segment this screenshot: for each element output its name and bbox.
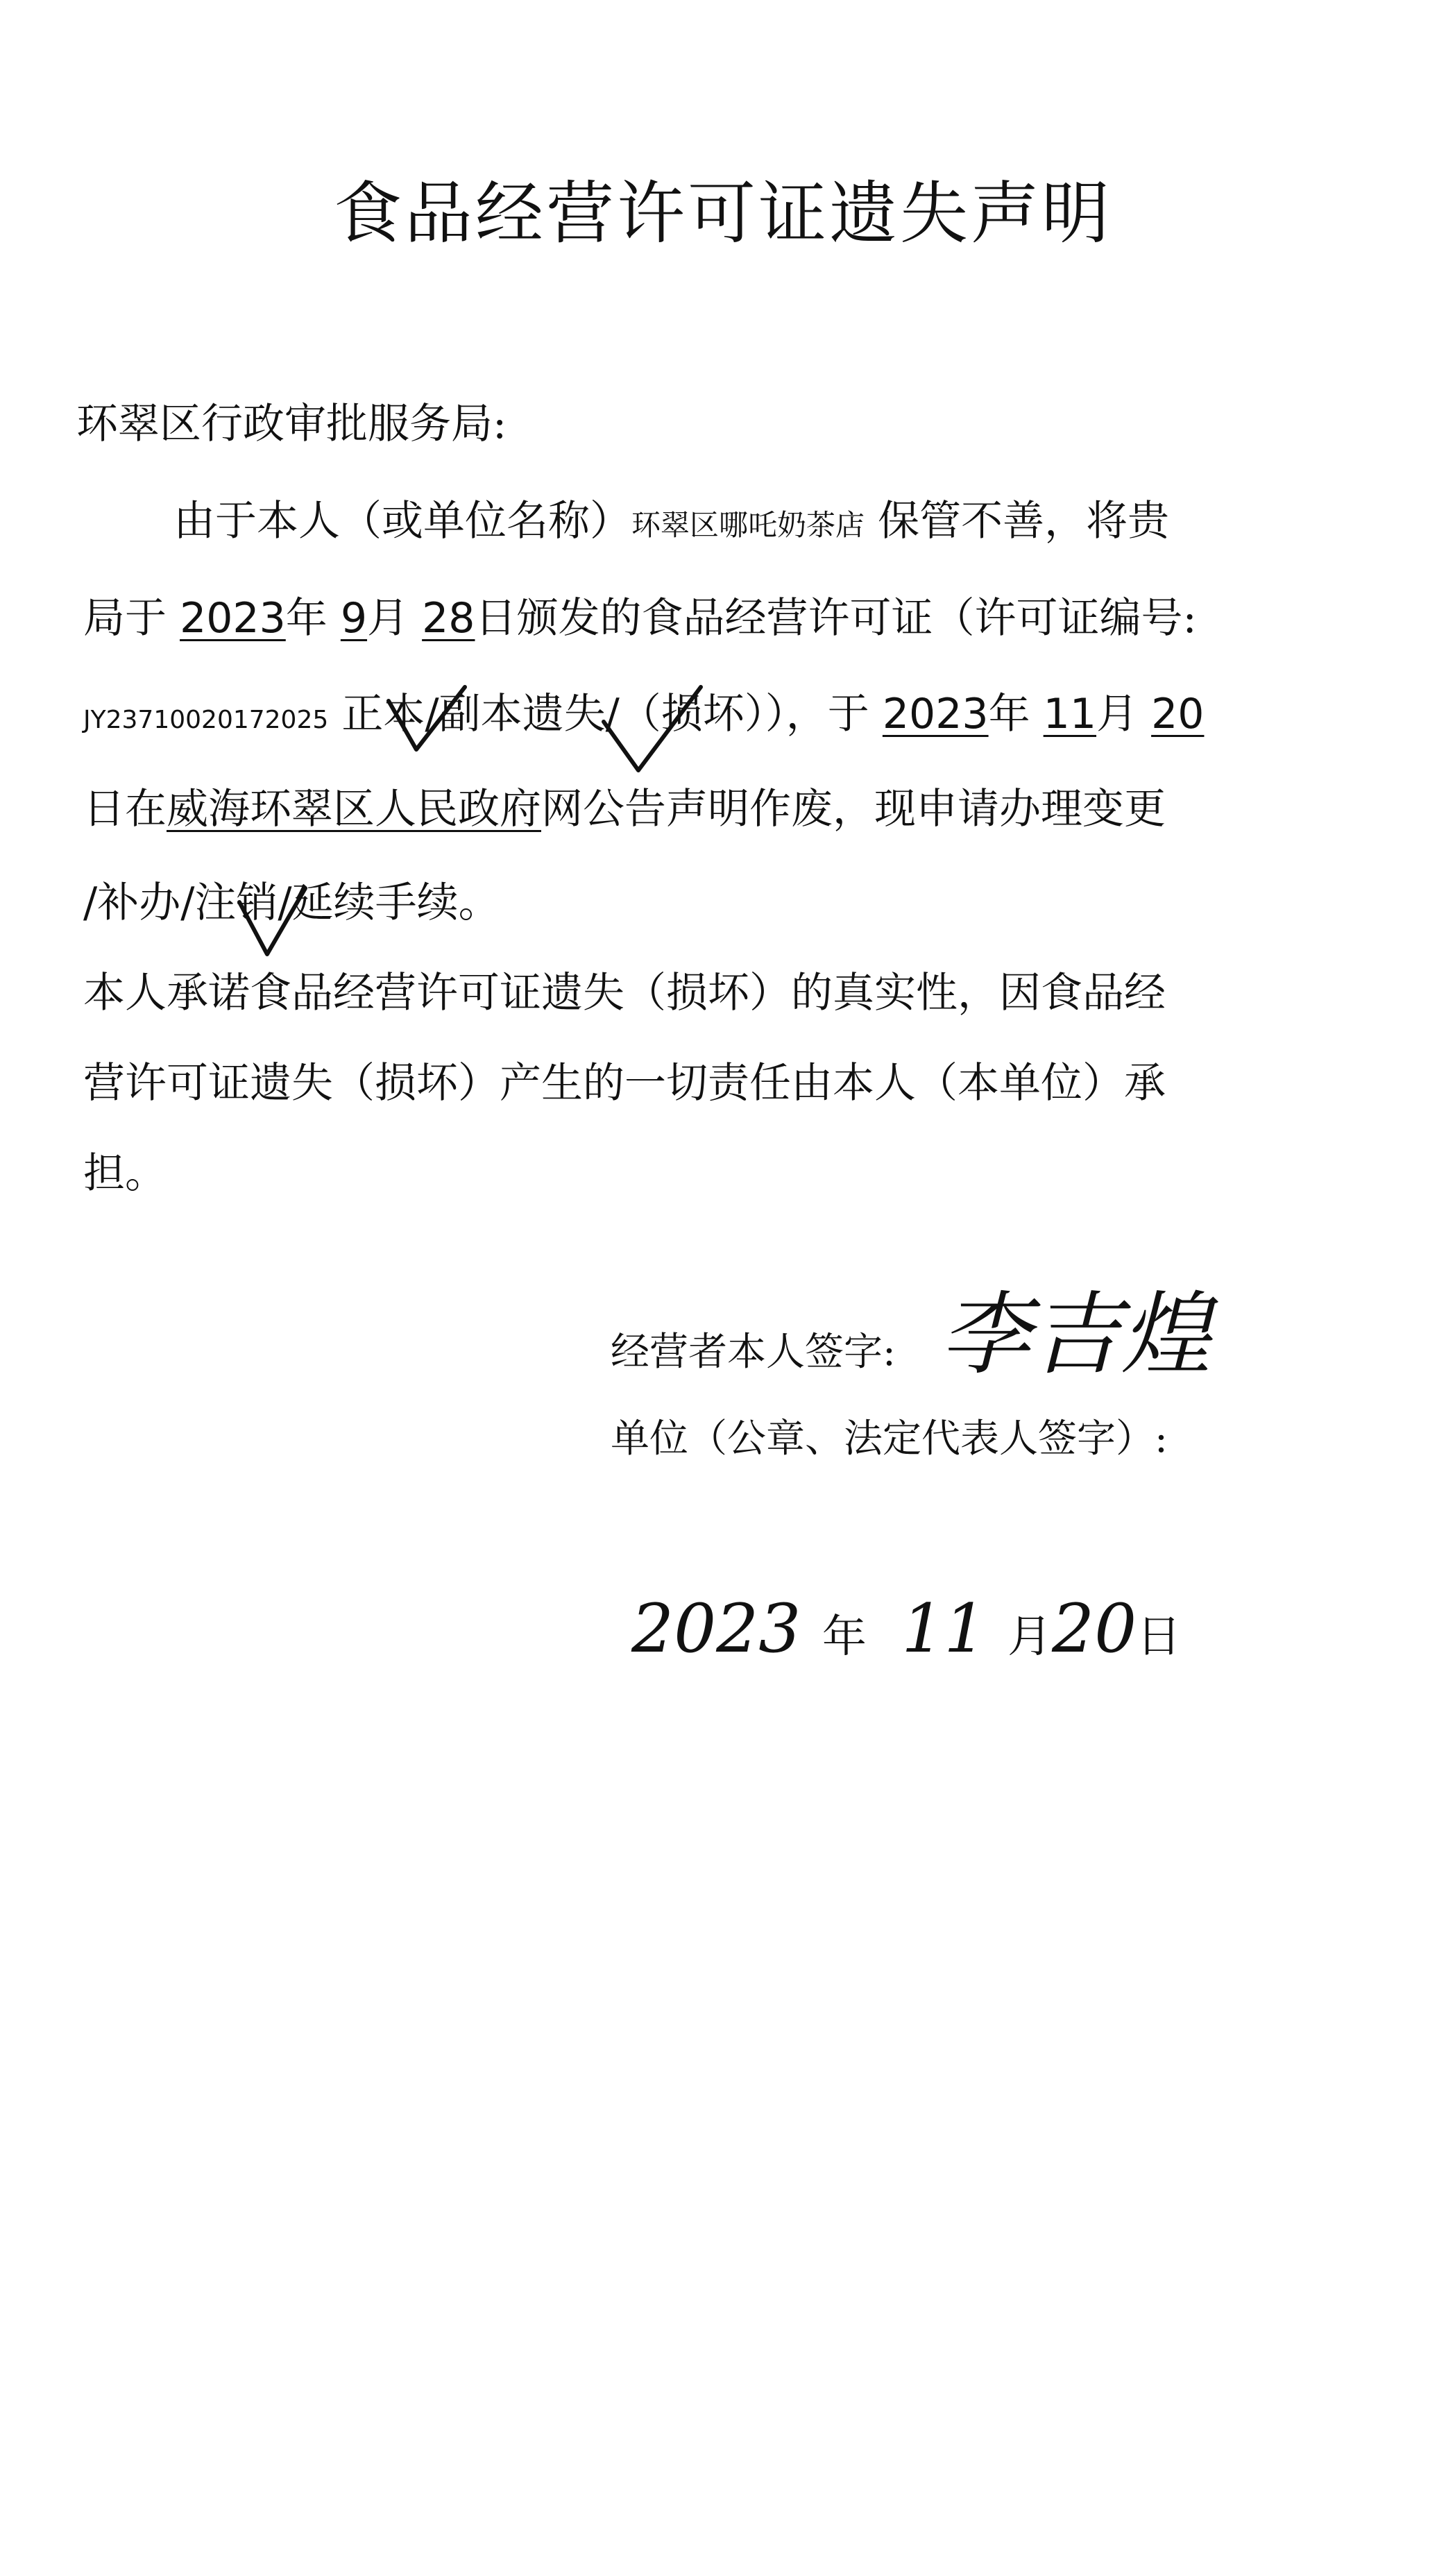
issue-year: 2023	[180, 594, 286, 643]
p1-prefix: 由于本人（或单位名称）	[173, 497, 631, 545]
business-name: 环翠区哪吒奶茶店	[631, 508, 865, 542]
p2-c: 月	[367, 594, 409, 643]
date-day: 20	[1052, 1590, 1137, 1668]
body-line-5: /补办/注销/延续手续。	[83, 879, 500, 927]
notice-year: 2023	[882, 690, 989, 738]
p1-suffix: 保管不善，将贵	[878, 497, 1170, 545]
p3-c: 月	[1096, 690, 1139, 738]
date-year: 2023	[631, 1590, 801, 1668]
unit-signature-label: 单位（公章、法定代表人签字）:	[611, 1416, 1168, 1461]
check-mark-cancel	[239, 888, 305, 954]
p3-b: 年	[988, 690, 1030, 738]
document-title: 食品经营许可证遗失声明	[333, 174, 1112, 253]
check-mark-lost	[604, 687, 701, 770]
operator-signature-label: 经营者本人签字:	[611, 1330, 896, 1375]
date-year-unit: 年	[822, 1611, 867, 1663]
p2-b: 年	[285, 594, 328, 643]
check-mark-original	[389, 687, 465, 749]
p2-a: 局于	[83, 594, 167, 643]
commitment-line-1: 本人承诺食品经营许可证遗失（损坏）的真实性，因食品经	[83, 969, 1166, 1017]
notice-month: 11	[1043, 690, 1097, 738]
recipient-line: 环翠区行政审批服务局:	[76, 400, 507, 448]
notice-site: 威海环翠区人民政府	[167, 785, 541, 833]
issue-month: 9	[340, 594, 368, 643]
p3-a: 正本/副本遗失/（损坏）），于	[341, 690, 869, 738]
p4-b: 网公告声明作废，现申请办理变更	[541, 785, 1166, 833]
operator-signature: 李吉煌	[940, 1282, 1211, 1387]
date-month-unit: 月	[1007, 1611, 1053, 1663]
license-number: JY23710020172025	[83, 706, 329, 734]
date-month: 11	[901, 1590, 987, 1668]
p4-a: 日在	[83, 785, 167, 833]
commitment-line-3: 担。	[83, 1149, 167, 1198]
p2-d: 日颁发的食品经营许可证（许可证编号:	[475, 594, 1197, 643]
notice-day: 20	[1151, 690, 1205, 738]
commitment-line-2: 营许可证遗失（损坏）产生的一切责任由本人（本单位）承	[83, 1059, 1166, 1108]
date-day-unit: 日	[1137, 1611, 1182, 1663]
issue-day: 28	[422, 594, 475, 643]
